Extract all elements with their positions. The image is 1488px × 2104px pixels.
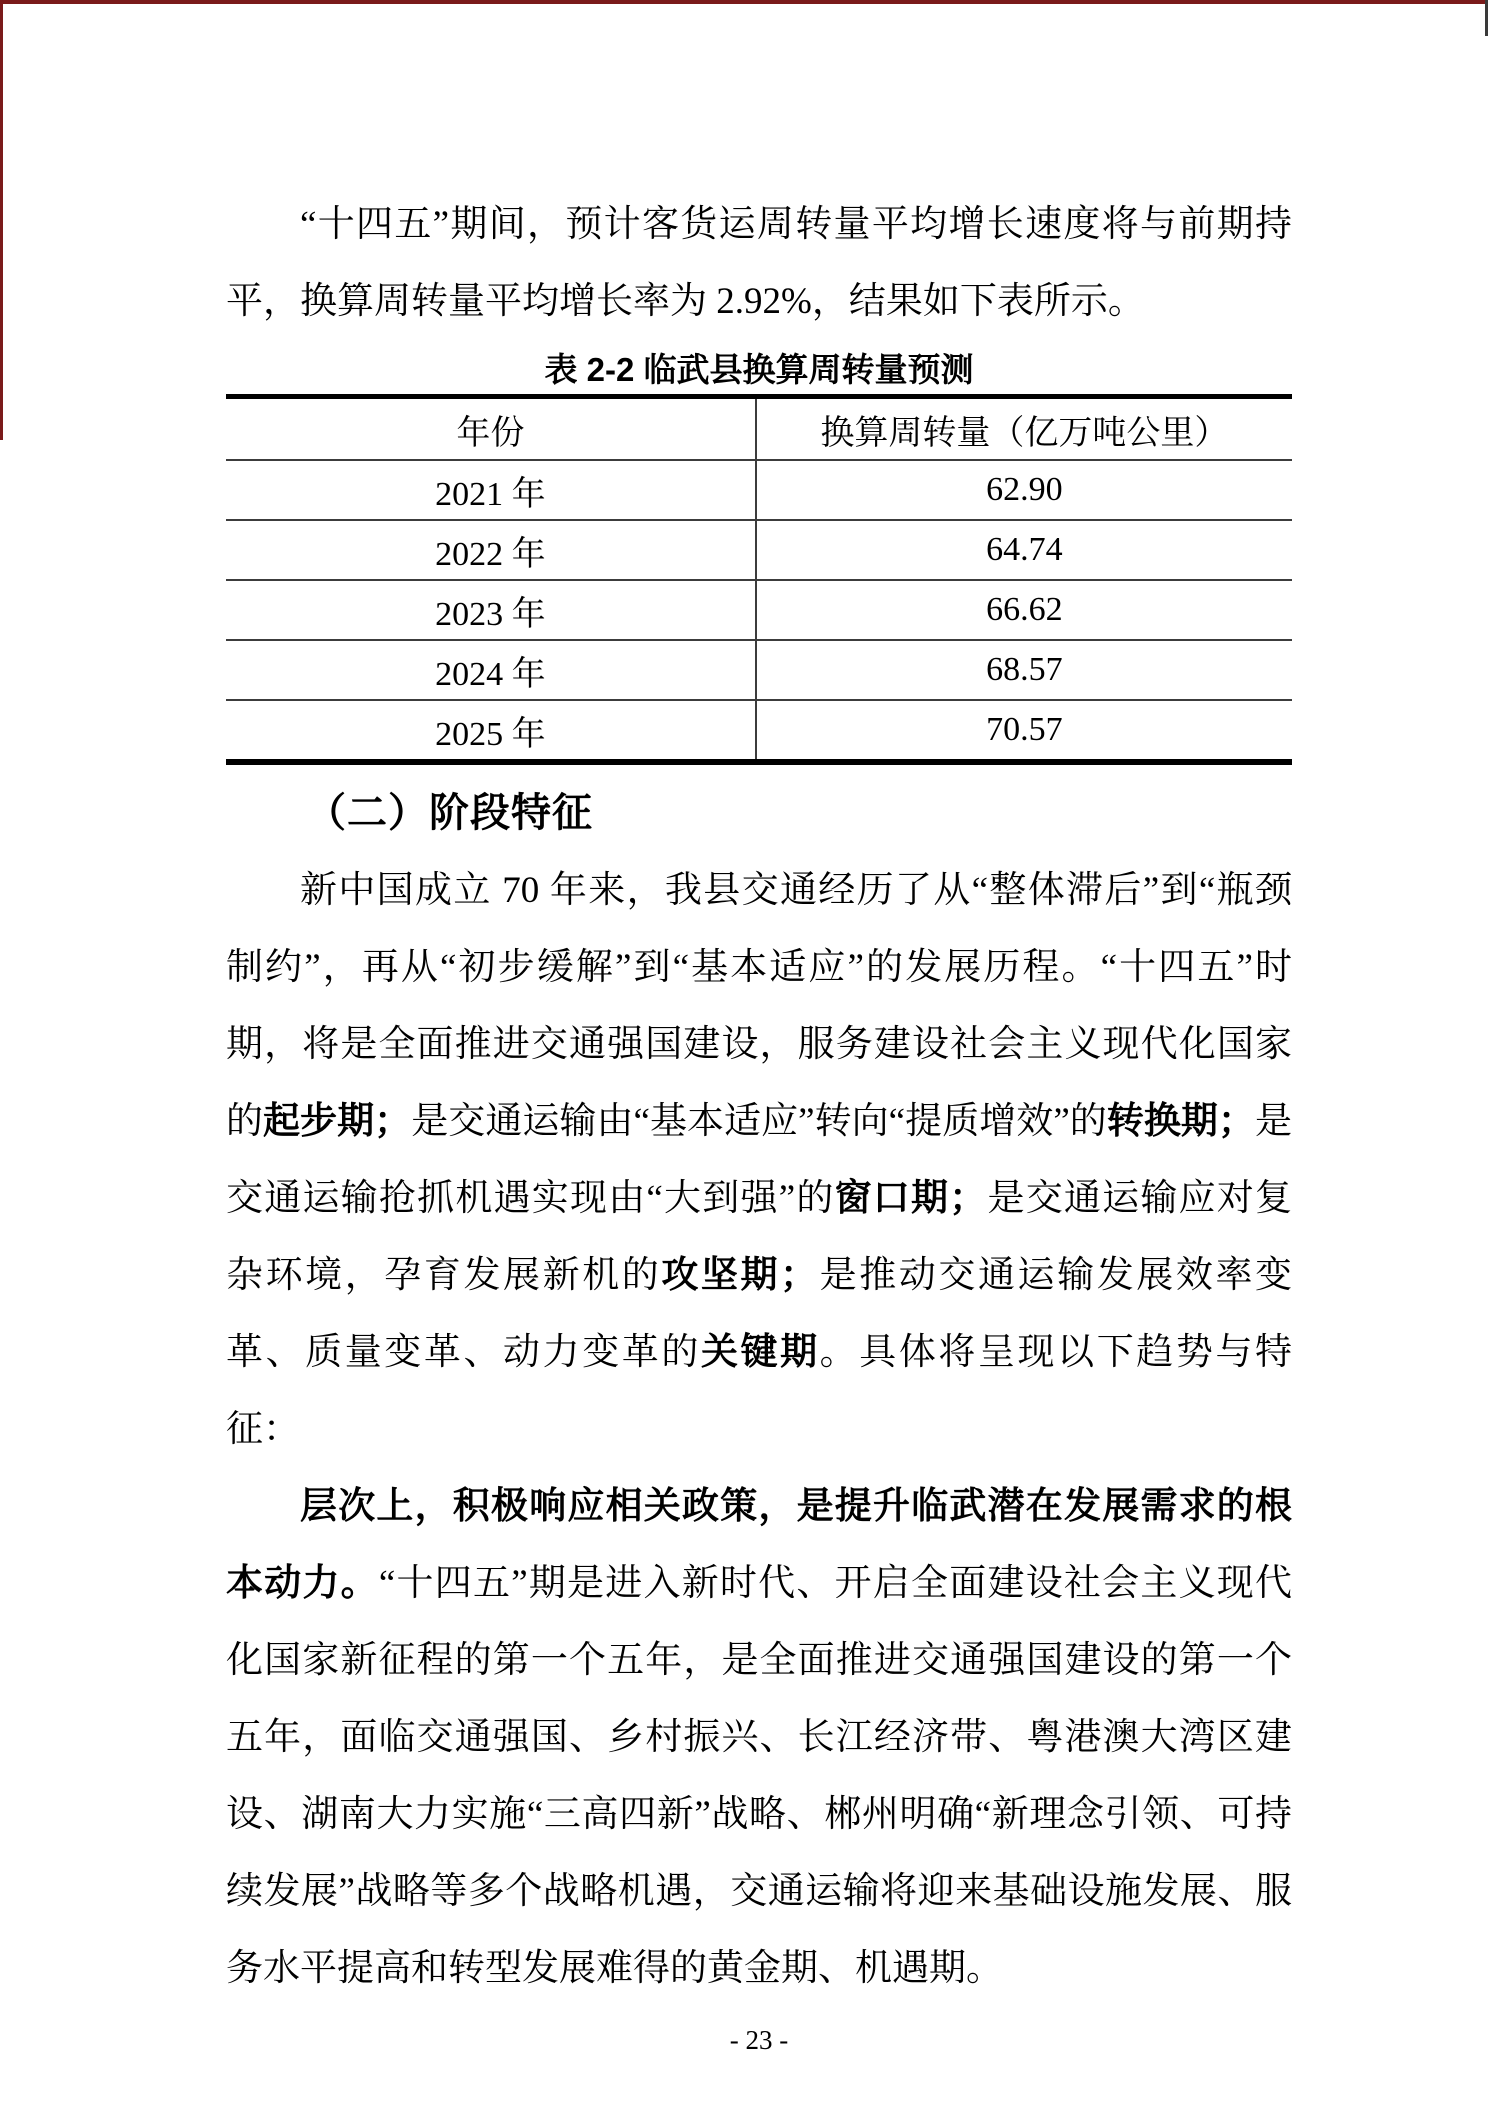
text-run: 是交通运输应对复杂环境，孕育发展新机的 bbox=[226, 1178, 1293, 1296]
table-row bbox=[226, 580, 1292, 640]
text-run-bold: 攻坚期； bbox=[661, 1255, 818, 1296]
page-number: - 23 - bbox=[729, 2025, 789, 2055]
paragraph-policy-level bbox=[226, 1468, 1292, 2007]
text-run-bold: 窗口期； bbox=[834, 1178, 987, 1219]
table-header-row bbox=[226, 397, 1292, 461]
text-run: 新中国成立 70 年来，我县交通经历了从“整体滞后”到“瓶颈制约”，再从“初步缓解”到“基本适应”的发展历程。“十四五”时期，将是全面推进交通强国建设，服务建设社会主义现代化国家的 bbox=[226, 870, 1292, 1142]
cell-year: 2022 年 bbox=[226, 520, 756, 580]
cell-year: 2025 年 bbox=[226, 700, 756, 762]
cell-turnover: 70.57 bbox=[986, 711, 1063, 748]
column-header-year: 年份 bbox=[226, 397, 756, 461]
cell-year: 2023 年 bbox=[226, 580, 756, 640]
text-run-bold: 层次上，积极响应相关政策，是提升临武潜在发展需求的根本动力。 bbox=[226, 1486, 1292, 1604]
column-header-turnover: 换算周转量（亿万吨公里） bbox=[756, 397, 1292, 461]
text-run: 是交通运输抢抓机遇实现由“大到强”的 bbox=[226, 1101, 1293, 1219]
table-caption: 表 2-2 临武县换算周转量预测 bbox=[544, 351, 974, 388]
page-content bbox=[226, 0, 1292, 2057]
text-run: 是交通运输由“基本适应”转向“提质增效”的 bbox=[411, 1101, 1107, 1142]
cell-turnover: 64.74 bbox=[756, 520, 1292, 580]
page-left-edge-line bbox=[0, 0, 3, 440]
text-run-bold: 关键期 bbox=[700, 1332, 820, 1373]
table-body bbox=[226, 460, 1292, 762]
text-run: “十四五”期是进入新时代、开启全面建设社会主义现代化国家新征程的第一个五年，是全面推进交通强国建设的第一个五年，面临交通强国、乡村振兴、长江经济带、粤港澳大湾区建设、湖南大力实施“三高四新”战略、郴州明确“新理念引领、可持续发展”战略等多个战略机遇，交通运输将迎来基础设施发展、服务水平提高和转型发展难得的黄金期、机遇期。 bbox=[226, 1563, 1293, 1989]
text-run: 是推动交通运输发展效率变革、质量变革、动力变革的 bbox=[226, 1255, 1293, 1373]
text-run: 。具体将呈现以下趋势与特征： bbox=[226, 1332, 1293, 1450]
paragraph-stage-characteristics bbox=[226, 852, 1292, 1468]
text-run-bold: 起步期； bbox=[263, 1101, 412, 1142]
cell-turnover: 62.90 bbox=[756, 460, 1292, 520]
text-run-bold: 转换期； bbox=[1106, 1101, 1255, 1142]
cell-year: 2021 年 bbox=[226, 460, 756, 520]
cell-year: 2024 年 bbox=[226, 640, 756, 700]
intro-paragraph: “十四五”期间，预计客货运周转量平均增长速度将与前期持平，换算周转量平均增长率为 2.92%，结果如下表所示。 bbox=[226, 204, 1292, 322]
turnover-forecast-table bbox=[226, 394, 1292, 765]
cell-turnover: 66.62 bbox=[756, 580, 1292, 640]
cell-turnover: 68.57 bbox=[756, 640, 1292, 700]
table-row bbox=[226, 700, 1292, 762]
table-row bbox=[226, 520, 1292, 580]
table-row bbox=[226, 640, 1292, 700]
table-header bbox=[226, 397, 1292, 461]
table-row bbox=[226, 460, 1292, 520]
section-heading: （二）阶段特征 bbox=[306, 791, 593, 835]
